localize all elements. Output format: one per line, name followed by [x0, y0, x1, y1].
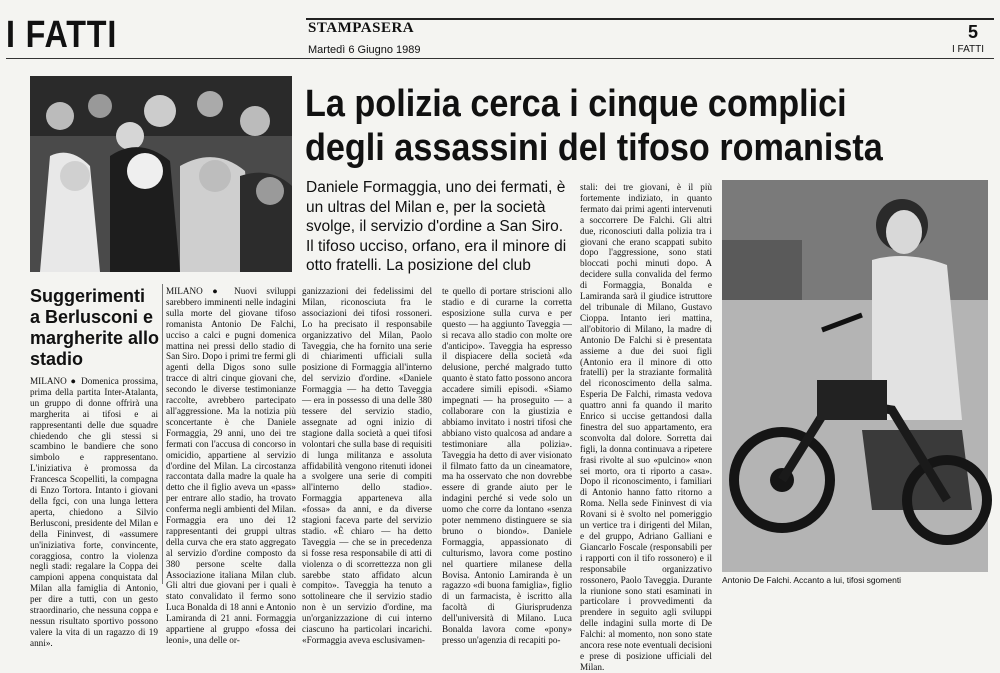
newspaper-name: STAMPASERA [308, 20, 415, 36]
column-3-text: te quello di portare striscioni allo stadio e di curarne la corretta esposizione sulla curva e per questo — ha aggiunto Taveggia — si recava allo stadio con molte ore d'anticipo». Taveggia ha espresso il dispiacere della società «da delusione, perché malgrado tutto quanto è stato fatto possono ancora accadere simili episodi. «Siamo impegnati — ha proseguito — a collaborare con la giustizia e abbiamo invitato i nostri tifosi che abbiano visto qualcosa ad andare a testimoniare alla polizia». Taveggia ha detto di aver visionato il filmato fatto da un cineamatore, ma ha osservato che non dovrebbe essere di grande aiuto per le indagini perché si vede solo un uomo che corre da lontano «senza poter nemmeno distinguere se sia bruno o biondo». Daniele Formaggia, appassionato di culturismo, lavora come postino nel quartiere milanese della Bovisa. Antonio Lamiranda è un ragazzo «di buona famiglia», figlio di un farmacista, è iscritto alla facoltà di Giurisprudenza dell'università di Milano. Luca Bonalda lavora come «pony» presso un'agenzia di recapiti po- [442, 286, 572, 645]
page-number: 5 [968, 22, 979, 42]
victim-photo [722, 180, 988, 572]
side-article-body [30, 376, 158, 648]
article-deck: Daniele Formaggia, uno dei fermati, è un ultras del Milan e, per la società svolge, il servizio d'ordine a San Siro. Il tifoso ucciso, orfano, era il minore di otto fratelli. La posizione del club [306, 179, 567, 274]
crowd-photo-image [30, 76, 292, 272]
header-divider [6, 58, 994, 59]
column-4-text: stali: dei tre giovani, è il più fortemente indiziato, in quanto fermato dai primi agenti intervenuti a soccorrere De Falchi. Gli altri due, riconosciuti dalla polizia tra i giovani che erano scappati subito dopo l'aggressione, sono stati bloccati pochi minuti dopo. A decidere sulla convalida del fermo di Formaggia, Bonalda e Lamiranda sarà il giudice istruttore del tribunale di Milano, Gustavo Cioppa. Intanto ieri mattina, all'obitorio di Milano, la madre di Antonio De Falchi si è presentata assieme a due dei suoi figli (Antonio era il minore di otto fratelli) per la straziante formalità del riconoscimento della salma. Esperia De Falchi, rimasta vedova quattro anni fa quando il marito Enrico si uccise gettandosi dalla finestra del suo appartamento, era sconvolta dal dolore. Sorretta dai figli, la donna continuava a ripetere frasi rivolte al suo «pulcino» «non sei morto, ora ti riporto a casa». Dopo il riconoscimento, i familiari di Antonio hanno fatto ritorno a Roma. Nella sede Fininvest di via Rovani si è svolto nel pomeriggio un vertice tra i dirigenti del Milan, e del gruppo, Adriano Galliani e Giancarlo Foscale (responsabili per i rapporti con il tifo rossonero) e il responsabile organizzativo rossonero, Paolo Taveggia. Durante la riunione sono stati esaminati in particolare i provvedimenti da prendere in seguito agli sviluppi delle indagini sulla morte di De Falchi: al momento, non sono state ancora rese note eventuali decisioni e prese di posizione ufficiali del Milan. [580, 182, 712, 672]
crowd-photo [30, 76, 292, 272]
headline-line-2: degli assassini del tifoso romanista [305, 127, 883, 169]
column-2-text: ganizzazioni dei fedelissimi del Milan, riconosciuta fra le associazioni dei tifosi rossoneri. Lo ha precisato il responsabile organizzativo del Milan, Paolo Taveggia, che ha fornito una serie di chiarimenti ufficiali sulla posizione di Formaggia all'interno del servizio d'ordine. «Daniele Formaggia — ha detto Taveggia — era in possesso di una delle 380 tessere del servizio stadio, assegnate ad ogni inizio di stagione dalla società a quei tifosi volontari che sulla base di requisiti di lunga militanza e assoluta affidabilità vengono ritenuti idonei a svolgere una serie di compiti all'interno dello stadio». Formaggia apparteneva alla «fossa» da anni, e da diverse stagioni faceva parte del servizio stadio. «È chiaro — ha detto Taveggia — che se in precedenza si fosse resa responsabile di atti di violenza o di scorrettezza non gli sarebbe stato affidato alcun compito». Taveggia ha tenuto a sottolineare che il servizio stadio non è un servizio d'ordine, ma un'organizzazione di cui interno ciascuno ha particolari incarichi. «Formaggia aveva esclusivamen- [302, 286, 432, 645]
section-title: I FATTI [6, 14, 118, 56]
article-column-1 [166, 286, 296, 645]
column-divider [162, 284, 163, 584]
column-1-text: MILANO ● Nuovi sviluppi sarebbero imminenti nelle indagini sulla morte del giovane tifoso romanista Antonio De Falchi, ucciso a calci e pugni domenica mattina nei pressi dello stadio di San Siro. Dopo i primi tre fermi gli agenti della Digos sono sulle tracce di altri cinque giovani che, secondo le diverse testimonianze raccolte, avrebbero partecipato all'aggressione. Ma la notizia più sconcertante è che Daniele Formaggia, 29 anni, uno dei tre fermati con l'accusa di concorso in omicidio, appartiene al servizio d'ordine del Milan. La circostanza raccontata dalla madre la quale ha detto che il figlio aveva un «pass» per entrare allo stadio, ha trovato conferma negli ambienti del Milan. Formaggia era uno dei 12 rappresentanti dei gruppi ultras della curva che era stato aggregato al servizio d'ordine composto da 380 persone scelte dalla Associazione italiana Milan club. Gli altri due giovani per i quali è stato convalidato il fermo sono Luca Bonalda di 18 anni e Antonio Lamiranda di 21 anni. Formaggia appartiene al gruppo «fossa dei leoni», una delle or- [166, 286, 296, 645]
main-headline [305, 82, 917, 170]
page-section-label: I FATTI [952, 44, 985, 55]
issue-date: Martedì 6 Giugno 1989 [308, 44, 421, 56]
article-column-3 [442, 286, 572, 645]
article-column-2 [302, 286, 432, 645]
victim-photo-image [722, 180, 988, 572]
side-article-text: MILANO ● Domenica prossima, prima della partita Inter-Atalanta, un gruppo di donne offrirà una margherita ai tifosi e ai rappresentanti delle due squadre chiedendo che gli stessi si scambino le bandiere che sono simbolo e rappresentano. L'iniziativa è promossa da Francesca Scopelliti, la compagna di Enzo Tortora. Intanto i giovani della fgci, con una lunga lettera aperta, chiedono a Silvio Berlusconi, presidente del Milan e della Fininvest, di «assumere un'iniziativa forte, convincente, coraggiosa, contro la violenza negli stadi: regalare la Coppa dei campioni appena conquistata dal Milan alla famiglia di Antonio, per dire a tutti, con un gesto straordinario, che nessuna coppa e nessun risultato sportivo possono valere la vita di un ragazzo di 19 anni». [30, 376, 158, 648]
side-headline: Suggerimenti a Berlusconi e margherite allo stadio [30, 286, 160, 369]
headline-line-1: La polizia cerca i cinque complici [305, 83, 847, 125]
photo-caption: Antonio De Falchi. Accanto a lui, tifosi sgomenti [722, 575, 902, 585]
article-column-4 [580, 182, 712, 672]
